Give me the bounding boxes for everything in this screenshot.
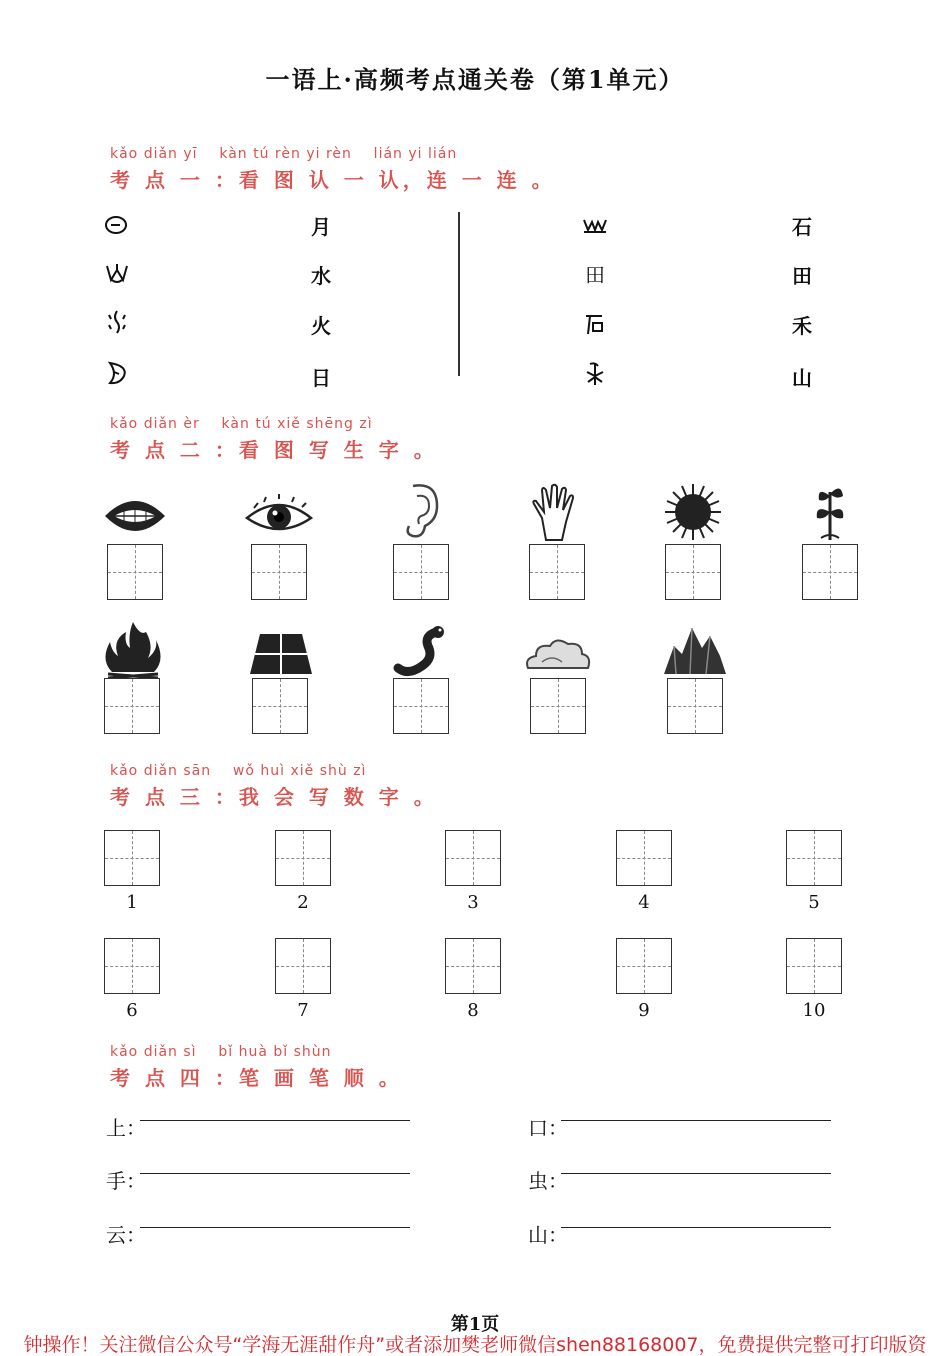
number-box-5[interactable] <box>786 830 842 886</box>
section3-pinyin: kǎo diǎn sān wǒ huì xiě shù zì <box>110 763 367 779</box>
writing-box-mountain[interactable] <box>667 678 723 734</box>
writing-box-worm[interactable] <box>393 678 449 734</box>
cloud-picture <box>522 624 592 684</box>
number-label: 7 <box>297 1000 309 1021</box>
hand-picture <box>522 482 592 542</box>
sun-picture <box>658 482 728 542</box>
ear-picture <box>385 480 455 540</box>
match-right-char-3: 禾 <box>792 314 812 338</box>
number-box-10[interactable] <box>786 938 842 994</box>
match-left-char-1: 月 <box>311 215 331 239</box>
seedling-picture <box>795 482 865 542</box>
fire-picture <box>98 620 168 680</box>
number-box-8[interactable] <box>445 938 501 994</box>
ancient-fire-glyph <box>104 260 130 286</box>
ancient-mountain-glyph <box>582 212 608 238</box>
mountain-picture <box>660 620 730 680</box>
stroke-answer-line-yun[interactable] <box>140 1227 410 1228</box>
stroke-answer-line-kou[interactable] <box>561 1120 831 1121</box>
writing-box-mouth[interactable] <box>107 544 163 600</box>
number-label: 10 <box>802 1000 826 1021</box>
number-box-9[interactable] <box>616 938 672 994</box>
number-label: 8 <box>467 1000 479 1021</box>
stroke-answer-line-shou[interactable] <box>140 1173 410 1174</box>
number-label: 3 <box>467 892 479 913</box>
stroke-answer-line-chong[interactable] <box>561 1173 831 1174</box>
writing-box-sun[interactable] <box>665 544 721 600</box>
number-box-2[interactable] <box>275 830 331 886</box>
match-right-char-2: 田 <box>792 264 812 288</box>
column-divider <box>458 212 460 376</box>
number-label: 1 <box>126 892 138 913</box>
section1-pinyin: kǎo diǎn yī kàn tú rèn yi rèn lián yi lián <box>110 146 458 162</box>
match-left-char-4: 日 <box>311 366 331 390</box>
number-label: 6 <box>126 1000 138 1021</box>
stroke-label-shang: 上： <box>106 1116 146 1140</box>
match-right-char-1: 石 <box>792 215 812 239</box>
section1-header <box>110 146 556 193</box>
writing-box-cloud[interactable] <box>530 678 586 734</box>
page-title: 一语上·高频考点通关卷（第1单元） <box>265 65 685 94</box>
section2-pinyin: kǎo diǎn èr kàn tú xiě shēng zì <box>110 416 373 432</box>
section2-heading: 考 点 二 ：看 图 写 生 字 。 <box>110 438 438 462</box>
ancient-stone-glyph <box>582 310 608 336</box>
ancient-field-glyph: 田 <box>585 263 605 287</box>
mouth-picture <box>100 486 170 546</box>
number-box-6[interactable] <box>104 938 160 994</box>
number-box-1[interactable] <box>104 830 160 886</box>
number-label: 4 <box>638 892 650 913</box>
ancient-grain-glyph <box>582 360 608 386</box>
number-box-7[interactable] <box>275 938 331 994</box>
writing-box-fire[interactable] <box>104 678 160 734</box>
writing-box-seedling[interactable] <box>802 544 858 600</box>
ancient-sun-glyph <box>104 212 130 238</box>
stroke-answer-line-shan[interactable] <box>561 1227 831 1228</box>
number-label: 2 <box>297 892 309 913</box>
match-left-char-3: 火 <box>311 314 331 338</box>
stroke-label-chong: 虫： <box>528 1169 568 1193</box>
number-box-4[interactable] <box>616 830 672 886</box>
section2-header <box>110 416 438 463</box>
stroke-answer-line-shang[interactable] <box>140 1120 410 1121</box>
section4-heading: 考 点 四 ：笔 画 笔 顺 。 <box>110 1066 403 1090</box>
number-label: 5 <box>808 892 820 913</box>
number-box-3[interactable] <box>445 830 501 886</box>
worm-picture <box>388 620 458 680</box>
section4-pinyin: kǎo diǎn sì bǐ huà bǐ shùn <box>110 1044 332 1060</box>
section4-header <box>110 1044 403 1091</box>
writing-box-ear[interactable] <box>393 544 449 600</box>
ancient-moon-glyph <box>104 360 130 386</box>
section1-heading: 考 点 一 ：看 图 认 一 认，连 一 连 。 <box>110 168 556 192</box>
watermark-note: 钟操作！关注微信公众号“学海无涯甜作舟”或者添加樊老师微信shen88168007，免费提供完整可打印版资 <box>23 1334 927 1356</box>
section3-heading: 考 点 三 ：我 会 写 数 字 。 <box>110 785 438 809</box>
eye-picture <box>244 486 314 546</box>
stroke-label-shou: 手： <box>106 1169 146 1193</box>
page-number: 第1页 <box>450 1314 500 1335</box>
match-right-char-4: 山 <box>792 366 812 390</box>
match-left-char-2: 水 <box>311 264 331 288</box>
writing-box-field[interactable] <box>252 678 308 734</box>
writing-box-hand[interactable] <box>529 544 585 600</box>
stroke-label-shan: 山： <box>528 1223 568 1247</box>
writing-box-eye[interactable] <box>251 544 307 600</box>
section3-header <box>110 763 438 810</box>
ancient-water-glyph <box>104 309 130 335</box>
number-label: 9 <box>638 1000 650 1021</box>
stroke-label-yun: 云： <box>106 1223 146 1247</box>
stroke-label-kou: 口： <box>528 1116 568 1140</box>
field-picture <box>246 620 316 680</box>
